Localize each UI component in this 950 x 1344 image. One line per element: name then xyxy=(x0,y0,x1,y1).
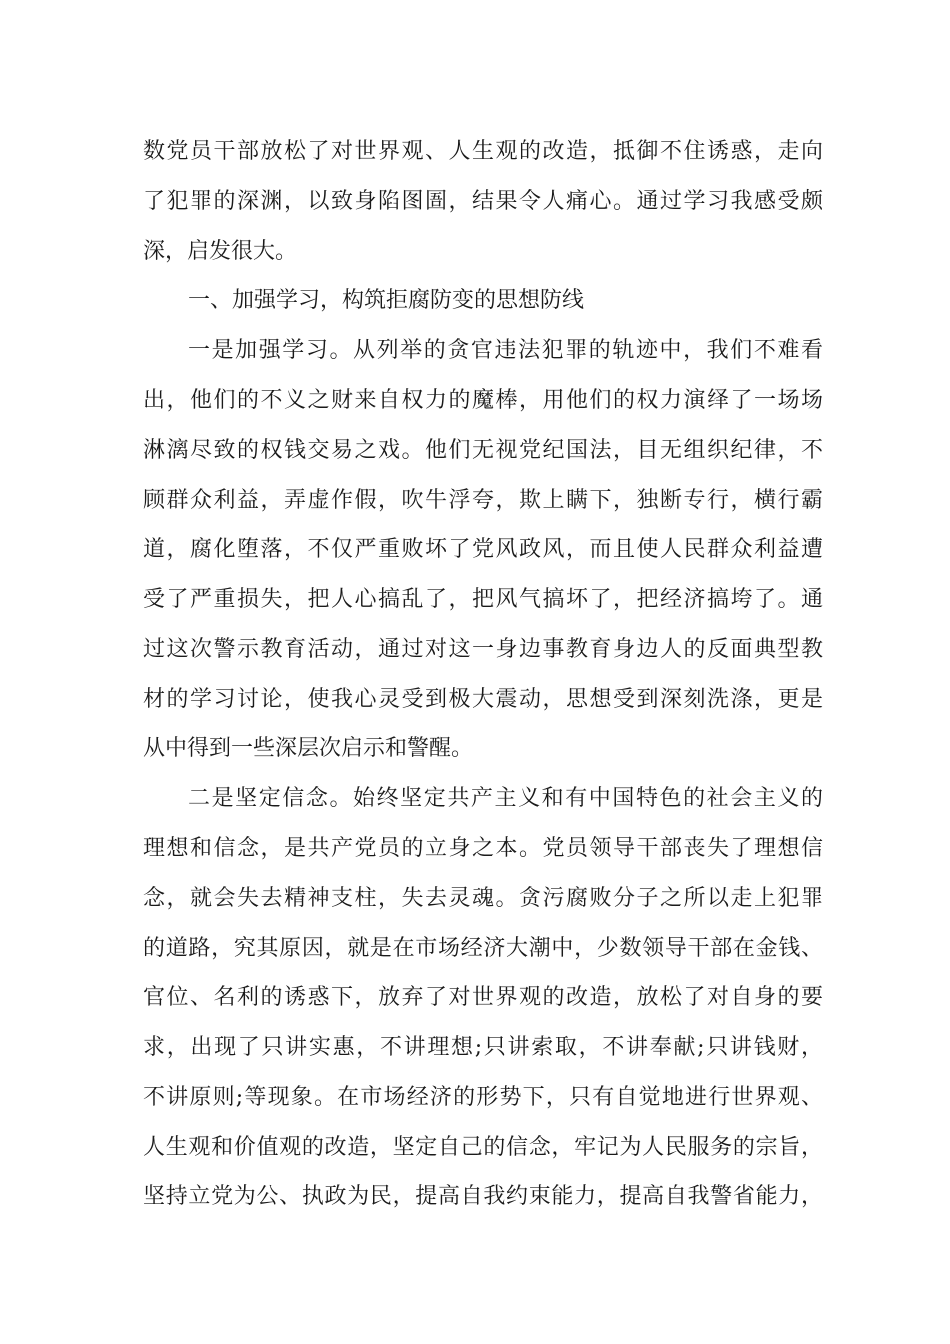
text-line: 官位、名利的诱惑下，放弃了对世界观的改造，放松了对自身的要 xyxy=(143,985,823,1010)
text-line: 理想和信念，是共产党员的立身之本。党员领导干部丧失了理想信 xyxy=(143,836,823,861)
text-line: 的道路，究其原因，就是在市场经济大潮中，少数领导干部在金钱、 xyxy=(143,936,823,961)
text-line: 出，他们的不义之财来自权力的魔棒，用他们的权力演绎了一场场 xyxy=(143,388,823,413)
text-line: 不讲原则;等现象。在市场经济的形势下，只有自觉地进行世界观、 xyxy=(143,1085,823,1110)
text-line: 一是加强学习。从列举的贪官违法犯罪的轨迹中，我们不难看 xyxy=(188,338,823,363)
text-line: 数党员干部放松了对世界观、人生观的改造，抵御不住诱惑，走向 xyxy=(143,139,823,164)
section-heading: 一、加强学习，构筑拒腐防变的思想防线 xyxy=(188,288,585,313)
text-line: 顾群众利益，弄虚作假，吹牛浮夸，欺上瞒下，独断专行，横行霸 xyxy=(143,488,823,513)
text-line: 过这次警示教育活动，通过对这一身边事教育身边人的反面典型教 xyxy=(143,637,823,662)
text-line: 受了严重损失，把人心搞乱了，把风气搞坏了，把经济搞垮了。通 xyxy=(143,587,823,612)
text-line: 念，就会失去精神支柱，失去灵魂。贪污腐败分子之所以走上犯罪 xyxy=(143,886,823,911)
text-line: 人生观和价值观的改造，坚定自己的信念，牢记为人民服务的宗旨， xyxy=(143,1135,823,1160)
text-line: 坚持立党为公、执政为民，提高自我约束能力，提高自我警省能力， xyxy=(143,1184,823,1209)
text-line: 二是坚定信念。始终坚定共产主义和有中国特色的社会主义的 xyxy=(188,786,823,811)
text-line: 从中得到一些深层次启示和警醒。 xyxy=(143,736,474,761)
text-line: 道，腐化堕落，不仅严重败坏了党风政风，而且使人民群众利益遭 xyxy=(143,537,823,562)
text-line: 了犯罪的深渊，以致身陷图圄，结果令人痛心。通过学习我感受颇 xyxy=(143,189,823,214)
text-line: 深，启发很大。 xyxy=(143,239,298,264)
text-line: 材的学习讨论，使我心灵受到极大震动，思想受到深刻洗涤，更是 xyxy=(143,687,823,712)
text-line: 淋漓尽致的权钱交易之戏。他们无视党纪国法，目无组织纪律，不 xyxy=(143,438,823,463)
text-line: 求，出现了只讲实惠，不讲理想;只讲索取，不讲奉献;只讲钱财， xyxy=(143,1035,823,1060)
